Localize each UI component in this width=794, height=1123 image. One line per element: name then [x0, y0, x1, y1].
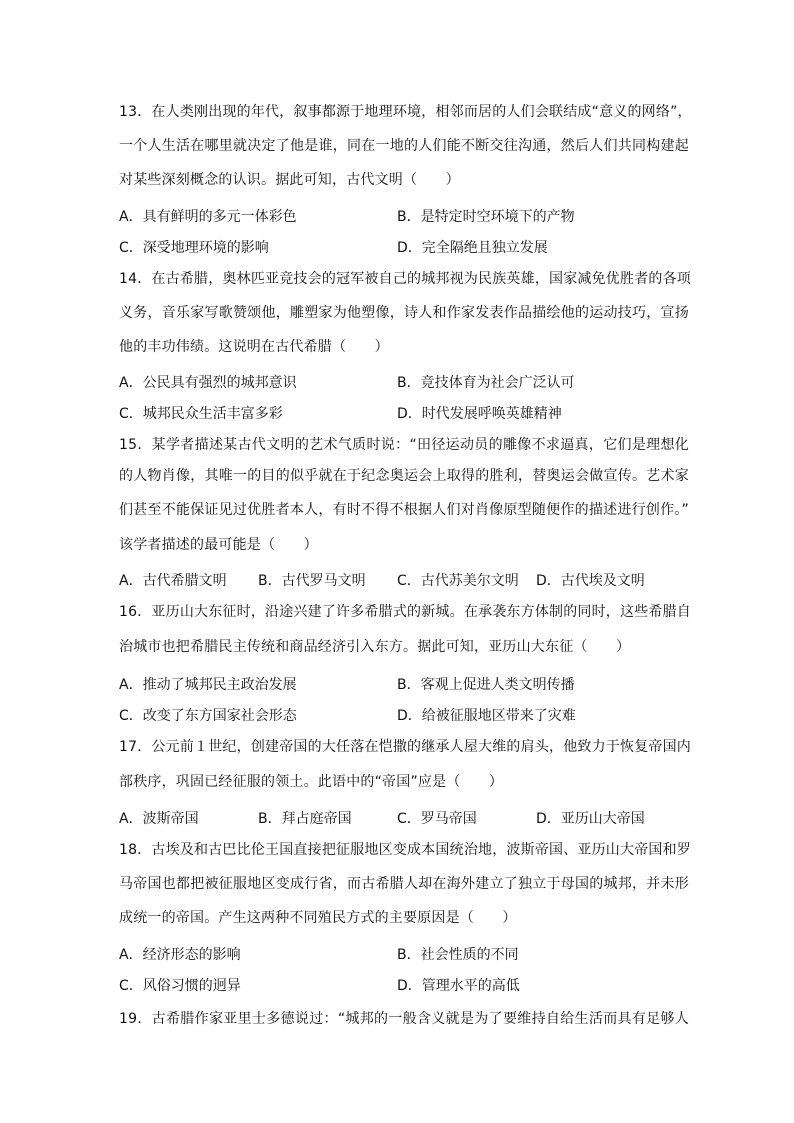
question-17-option-a: A．波斯帝国 [119, 811, 199, 827]
question-19-line-1: 19．古希腊作家亚里士多德说过：“城邦的一般含义就是为了要维持自给生活而具有足够人 [119, 1011, 689, 1027]
question-14-line-1: 14．在古希腊，奥林匹亚竞技会的冠军被自己的城邦视为民族英雄，国家减免优胜者的各项 [119, 271, 692, 287]
question-14-option-d: D．时代发展呼唤英雄精神 [397, 406, 562, 422]
question-13-option-a: A．具有鲜明的多元一体彩色 [119, 209, 297, 225]
question-15-option-c: C．古代苏美尔文明 [397, 573, 519, 589]
question-18-option-a: A．经济形态的影响 [119, 947, 241, 963]
question-15-line-2: 的人物肖像，其唯一的目的似乎就在于纪念奥运会上取得的胜利，替奥运会做宣传。艺术家 [119, 468, 689, 484]
question-14-option-c: C．城邦民众生活丰富多彩 [119, 406, 283, 422]
question-15-option-a: A．古代希腊文明 [119, 573, 227, 589]
question-13-option-d: D．完全隔绝且独立发展 [397, 240, 548, 256]
question-17-option-c: C．罗马帝国 [397, 811, 477, 827]
question-17-option-b: B．拜占庭帝国 [258, 811, 352, 827]
question-16-option-a: A．推动了城邦民主政治发展 [119, 677, 297, 693]
question-15-option-d: D．古代埃及文明 [536, 573, 645, 589]
question-18-option-c: C．风俗习惯的迥异 [119, 978, 241, 994]
question-15-line-1: 15．某学者描述某古代文明的艺术气质时说：“田径运动员的雕像不求逼真，它们是理想化 [119, 437, 689, 453]
question-13-option-c: C．深受地理环境的影响 [119, 240, 269, 256]
question-14-option-b: B．竞技体育为社会广泛认可 [397, 375, 575, 391]
question-18-option-d: D．管理水平的高低 [397, 978, 520, 994]
question-13-line-2: 一个人生活在哪里就决定了他是谁，同在一地的人们能不断交往沟通，然后人们共同构建起 [119, 138, 689, 154]
question-18-option-b: B．社会性质的不同 [397, 947, 519, 963]
question-16-line-2: 治城市也把希腊民主传统和商品经济引入东方。据此可知，亚历山大东征（ ） [119, 639, 631, 655]
question-15-line-4: 该学者描述的最可能是（ ） [119, 537, 318, 553]
question-16-option-c: C．改变了东方国家社会形态 [119, 708, 297, 724]
question-17-line-2: 部秩序，巩固已经征服的领土。此语中的“帝国”应是（ ） [119, 774, 504, 790]
question-16-line-1: 16．亚历山大东征时，沿途兴建了许多希腊式的新城。在承袭东方体制的同时，这些希腊自 [119, 604, 692, 620]
question-14-option-a: A．公民具有强烈的城邦意识 [119, 375, 297, 391]
question-16-option-b: B．客观上促进人类文明传播 [397, 677, 575, 693]
question-17-line-1: 17．公元前１世纪，创建帝国的大任落在恺撒的继承人屋大维的肩头，他致力于恢复帝国内 [119, 739, 692, 755]
question-14-line-2: 义务，音乐家写歌赞颂他，雕塑家为他塑像，诗人和作家发表作品描绘他的运动技巧，宣扬 [119, 305, 689, 321]
question-15-line-3: 们甚至不能保证见过优胜者本人，有时不得不根据人们对肖像原型随便作的描述进行创作。” [119, 502, 689, 518]
question-18-line-1: 18．古埃及和古巴比伦王国直接把征服地区变成本国统治地，波斯帝国、亚历山大帝国和罗 [119, 842, 692, 858]
question-16-option-d: D．给被征服地区带来了灾难 [397, 708, 576, 724]
question-18-line-2: 马帝国也都把被征服地区变成行省，而古希腊人却在海外建立了独立于母国的城邦，并未形 [119, 876, 689, 892]
question-14-line-3: 他的丰功伟绩。这说明在古代希腊（ ） [119, 339, 389, 355]
question-18-line-3: 成统一的帝国。产生这两种不同殖民方式的主要原因是（ ） [119, 910, 517, 926]
question-15-option-b: B．古代罗马文明 [258, 573, 366, 589]
question-13-option-b: B．是特定时空环境下的产物 [397, 209, 575, 225]
question-13-line-1: 13．在人类刚出现的年代，叙事都源于地理环境，相邻而居的人们会联结成“意义的网络”， [119, 104, 692, 120]
question-13-line-3: 对某些深刻概念的认识。据此可知，古代文明（ ） [119, 172, 460, 188]
question-17-option-d: D．亚历山大帝国 [536, 811, 645, 827]
